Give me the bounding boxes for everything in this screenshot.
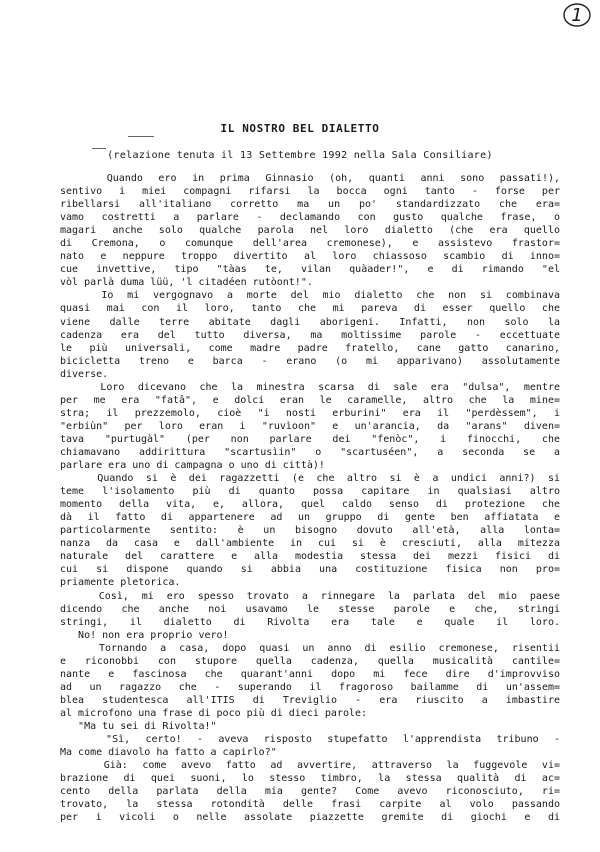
text-line: tava "purtugàl" (per non parlare dei "fenòc", i finocchi, che xyxy=(60,433,560,445)
text-line: diverse. xyxy=(60,368,109,380)
text-line: cadenza era del tutto diversa, ma moltissime parole - eccettuate xyxy=(60,329,560,341)
text-line: cue invettive, tipo "tàas te, vilan quàader!", e di rimando "el xyxy=(60,264,560,276)
page-number-text: 1 xyxy=(571,4,583,26)
text-line: stra; il prezzemolo, cioè "i nosti erburini" era il "perdèssem", i xyxy=(60,407,560,419)
text-line: Io mi vergognavo a morte del mio dialetto che non si combinava xyxy=(60,290,560,302)
text-line: Quando ero in prima Ginnasio (oh, quanti anni sono passati!), xyxy=(60,173,560,184)
text-line: ad un ragazzo che - superando il fragoroso bailamme di un'assem= xyxy=(60,681,560,693)
text-line: viene dalle terre abitate dagli aborigeni. Infatti, non solo la xyxy=(60,316,560,328)
text-line: nato e neppure troppo divertito al loro chiassoso scambio di inno= xyxy=(60,251,560,263)
text-line: brazione di quei suoni, lo stesso timbro, la stessa qualità di ac= xyxy=(60,773,560,785)
text-line: Quando si è dei ragazzetti (e che altro si è a undici anni?) si xyxy=(60,473,560,485)
text-line: cento della parlata della mia gente? Come avevo riconosciuto, ri= xyxy=(60,786,560,798)
text-line: "Sì, certo! - aveva risposto stupefatto l'apprendista tribuno - xyxy=(60,734,560,746)
text-line: quasi mai con il loro, tanto che mi pareva di esser quello che xyxy=(60,303,560,315)
text-line: Loro dicevano che la minestra scarsa di sale era "dulsa", mentre xyxy=(60,381,560,393)
text-line: nanza da casa e dall'ambiente in cui si è cresciuti, alla mitezza xyxy=(60,538,560,550)
text-line: al microfono una frase di poco più di dieci parole: xyxy=(60,707,368,719)
text-line: "erbiùn" per loro eran i "ruvìoon" e un'arancia, da "arans" diven= xyxy=(60,420,560,432)
text-line: e riconobbi con stupore quella cadenza, quella musicalità cantile= xyxy=(60,655,560,667)
text-line: le più universali, come madre padre fratello, cane gatto canarino, xyxy=(60,342,560,354)
page-subtitle: (relazione tenuta il 13 Settembre 1992 nella Sala Consiliare) xyxy=(107,150,493,161)
text-line: sentivo i miei compagni rifarsi la bocca ogni tanto - forse per xyxy=(60,186,560,198)
text-line: "Ma tu sei di Rivolta!" xyxy=(60,720,217,732)
text-line: stringi, il dialetto di Rivolta era tale e quale il loro. xyxy=(60,616,560,628)
text-line: magari anche solo qualche parola nel loro dialetto (che era quello xyxy=(60,225,560,237)
text-line: Ma come diavolo ha fatto a capirlo?" xyxy=(60,747,277,759)
text-line: priamente pletorica. xyxy=(60,577,181,589)
scan-mark xyxy=(92,148,106,149)
text-line: chiamavano addirittura "scartusìin" o "scartuséen", a seconda se a xyxy=(60,446,560,458)
text-line: Tornando a casa, dopo quasi un anno di esilio cremonese, risentii xyxy=(60,642,560,654)
text-line: vamo costretti a parlare - declamando con gusto qualche frase, o xyxy=(60,212,560,224)
text-line: No! non era proprio vero! xyxy=(60,629,229,641)
text-line: di Cremona, o comunque dell'area cremonese), e assistevo frastor= xyxy=(60,238,560,250)
text-line: per me era "fatâ", e dolci eran le caramelle, altro che la mine= xyxy=(60,394,560,406)
text-line: particolarmente sentito: è un bisogno dovuto all'età, alla lonta= xyxy=(60,525,560,537)
text-line: Già: come avevo fatto ad avvertire, attraverso la fuggevole vi= xyxy=(60,760,560,772)
text-line: trovato, la stessa rotondità delle frasi carpite al volo passando xyxy=(60,799,560,811)
text-line: cui si dispone quando si abbia una costituzione fisica non pro= xyxy=(60,564,560,576)
body-text xyxy=(60,172,560,824)
text-line: bicicletta treno e barca - erano (o mi apparivano) assolutamente xyxy=(60,355,560,367)
page-number xyxy=(562,2,592,28)
text-line: vòl parlà duma lüü, 'l citadéen rutòont!". xyxy=(60,277,313,289)
text-line: dicendo che anche noi usavamo le stesse parole e che, stringi xyxy=(60,603,560,615)
text-line: teme l'isolamento più di quanto possa capitare in qualsiasi altro xyxy=(60,486,560,498)
text-line: parlare era uno di campagna o uno di città)! xyxy=(60,460,325,472)
text-line: naturale del carattere e alla modestia stessa dei mezzi fisici di xyxy=(60,551,560,563)
text-line: nante e fascinosa che quarant'anni dopo mi fece dire d'improvviso xyxy=(60,668,560,680)
text-line: Così, mi ero spesso trovato a rinnegare la parlata del mio paese xyxy=(60,590,560,602)
text-line: ribellarsi all'italiano corretto ma un po' standardizzato che era= xyxy=(60,199,560,211)
text-line: per i vicoli o nelle assolate piazzette gremite di giochi e di xyxy=(60,812,560,824)
text-line: momento della vita, e, allora, quel caldo senso di protezione che xyxy=(60,499,560,511)
text-line: blea studentesca all'ITIS di Treviglio - era riuscito a imbastire xyxy=(60,694,560,706)
scan-mark xyxy=(128,136,154,137)
text-line: dà il fatto di appartenere ad un gruppo di gente ben affiatata e xyxy=(60,512,560,524)
page-title: IL NOSTRO BEL DIALETTO xyxy=(220,122,380,135)
